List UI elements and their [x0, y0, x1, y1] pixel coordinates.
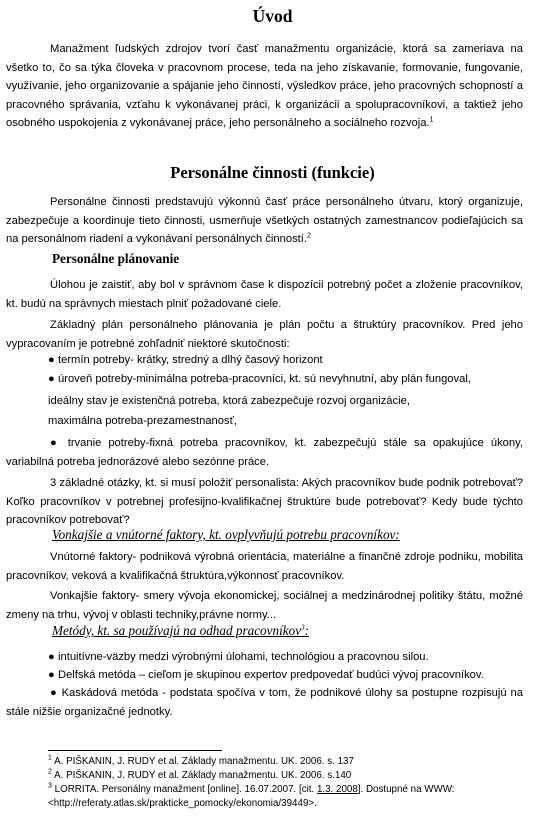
paragraph-vonkajsie-faktory: Vonkajšie faktory- smery vývoja ekonomickej, sociálnej a medzinárodnej politiky štátu, možné zmeny na trhu, vývoj v oblasti techniky,právne normy...	[6, 590, 523, 621]
subheading-metody-text: Metódy, kt. sa používajú na odhad pracovníkov	[52, 623, 302, 638]
footnote-text: A. PIŠKANIN, J. RUDY et al. Základy manažmentu. UK. 2006. s.140	[54, 770, 352, 781]
paragraph-otazky: 3 základné otázky, kt. si musí položiť personalista: Akých pracovníkov bude podnik potrebovať? Koľko pracovníkov v potrebnej profesijno-kvalifikačnej štruktúre bude potrebovať? Kedy bude týchto pracovníkov potrebovať?	[6, 477, 523, 527]
bullet-icon: ●	[48, 669, 55, 681]
list-item	[48, 370, 471, 389]
bullet-icon: ●	[50, 687, 58, 699]
heading-uvod: Úvod	[252, 6, 293, 26]
line-maximalna-potreba: maximálna potreba-prezamestnanosť,	[48, 415, 237, 427]
list-item	[48, 666, 484, 685]
footnote	[48, 755, 354, 769]
footnote-mark-2: 2	[307, 232, 311, 240]
bullet-icon: ●	[48, 651, 55, 663]
footnote	[48, 769, 351, 783]
list-item	[6, 684, 523, 721]
footnote-number: 3	[48, 782, 52, 790]
bullet-icon: ●	[48, 354, 55, 366]
footnote	[48, 783, 500, 810]
footnote-text-link: ]. Dostupné na WWW: <http://referaty.atlas.sk/prakticke_pomocky/ekonomia/39449>.	[48, 784, 455, 809]
heading-personalne-cinnosti: Personálne činnosti (funkcie)	[170, 163, 375, 182]
subheading-metody	[52, 623, 309, 639]
list-item-text: Delfská metóda – cieľom je skupinou expertov predpovedať budúci vývoj pracovníkov.	[58, 669, 484, 681]
footnote-text: LORRITA. Personálny manažment [online]. 16.07.2007. [cit.	[54, 784, 317, 795]
bullet-icon: ●	[48, 373, 55, 385]
footnote-cited-date: 1.3. 2008	[316, 784, 358, 795]
line-idealny-stav: ideálny stav je existenčná potreba, ktorá zabezpečuje rozvoj organizácie,	[48, 395, 410, 407]
list-item-text: Kaskádová metóda - podstata spočíva v tom, že podnikové úlohy sa postupne rozpisujú na stále nižšie organizačné jednotky.	[6, 687, 523, 718]
list-item-text: trvanie potreby-fixná potreba pracovníkov, kt. zabezpečujú stále sa opakujúce úkony, variabilná potreba jednorázové alebo sezónne práce.	[6, 437, 523, 468]
footnote-divider	[48, 750, 222, 751]
footnote-number: 2	[48, 768, 52, 776]
list-item	[48, 648, 429, 667]
list-item-text: termín potreby- krátky, stredný a dlhý časový horizont	[58, 354, 323, 366]
footnote-number: 1	[48, 754, 52, 762]
paragraph-vnutorne-faktory: Vnútorné faktory- podniková výrobná orientácia, materiálne a finančné zdroje podniku, mobilita pracovníkov, veková a kvalifikačná štruktúra,výkonnosť pracovníkov.	[6, 551, 523, 582]
paragraph-uvod-text: Manažment ľudských zdrojov tvorí časť manažmentu organizácie, ktorá sa zameriava na všetko to, čo sa týka človeka v pracovnom procese, teda na jeho získavanie, formovanie, fungovanie, využívanie, jeho organizovanie a spájanie jeho činností, výsledkov práce, jeho pracovných schopností a pracovného správania, vzťahu k vykonávanej práci, k organizácii a spolupracovníkovi, a taktiež jeho osobného uspokojenia z vykonávanej práce, jeho personálneho a sociálneho rozvoja.	[6, 43, 523, 130]
list-item	[6, 434, 523, 471]
bullet-icon: ●	[50, 437, 61, 449]
footnote-mark-1: 1	[429, 116, 434, 124]
list-item	[48, 351, 323, 370]
footnote-text: A. PIŠKANIN, J. RUDY et al. Základy manažmentu. UK. 2006. s. 137	[54, 756, 354, 767]
footnote-mark-3: 3	[301, 623, 305, 632]
list-item-text: úroveň potreby-minimálna potreba-pracovníci, kt. sú nevyhnutní, aby plán fungoval,	[58, 373, 471, 385]
subheading-metody-colon: :	[304, 623, 309, 638]
list-item-text: intuitívne-väzby medzi výrobnými úlohami, technológiou a pracovnou silou.	[58, 651, 429, 663]
paragraph-zakladny-plan: Základný plán personálneho plánovania je plán počtu a štruktúry pracovníkov. Pred jeho vypracovaním je potrebné zohľadniť niektoré skutočnosti:	[6, 319, 523, 350]
paragraph-cinnosti	[6, 193, 523, 249]
paragraph-uvod	[6, 40, 523, 133]
subheading-faktory: Vonkajšie a vnútorné faktory, kt. ovplyvňujú potrebu pracovníkov:	[52, 527, 400, 542]
subheading-personalne-planovanie: Personálne plánovanie	[52, 251, 180, 266]
paragraph-uloha: Úlohou je zaistiť, aby bol v správnom čase k dispozícii potrebný počet a zloženie pracovníkov, kt. budú na správnych miestach plniť požadované ciele.	[6, 279, 523, 310]
paragraph-cinnosti-text: Personálne činnosti predstavujú výkonnú časť práce personálneho útvaru, ktorý organizuje, zabezpečuje a koordinuje tieto činnosti, usmerňuje všetkých ostatných zamestnancov podieľajúcich sa na personálnom riadení a vykonávaní personálnych činností.	[6, 196, 523, 246]
